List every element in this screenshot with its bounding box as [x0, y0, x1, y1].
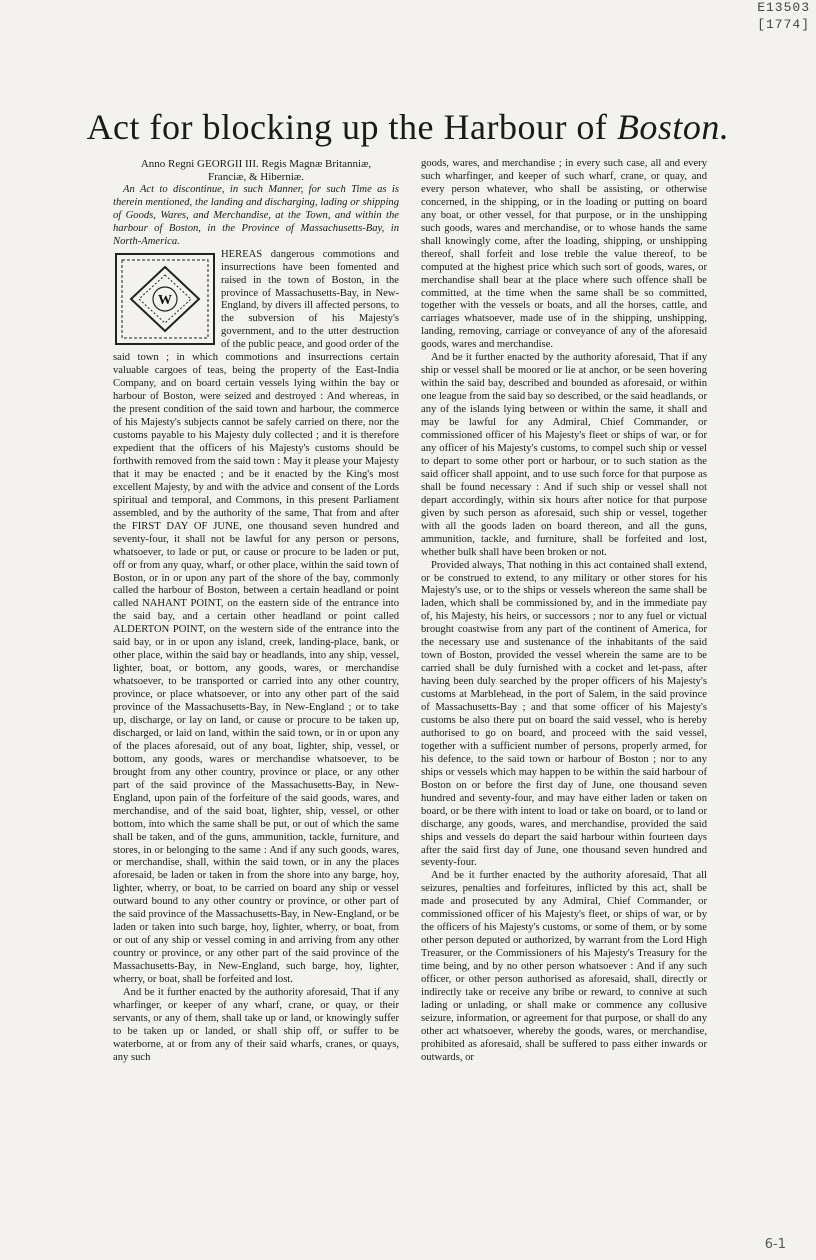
title-prefix: Act for blocking up the Harbour of	[86, 107, 617, 148]
regnal-heading-line1: Anno Regni GEORGII III. Regis Magnæ Britanniæ,	[140, 158, 372, 170]
title-place: Boston.	[616, 107, 730, 148]
catalog-number: E13503	[757, 0, 810, 15]
regnal-heading-line2: Franciæ, & Hiberniæ.	[208, 170, 304, 183]
corner-annotation: 6-1	[764, 1237, 786, 1252]
right-paragraph-3: Provided always, That nothing in this act contained shall extend, or be construed to extend, to any military or other stores for his Majesty's use, or to the ships or vessels whereon the same shall be laden, which shall be commissioned by, and in the immediate pay of, his Majesty, his heirs, or successors ; nor to any fuel or victual brought coastwise from any part of the continent of America, for the necessary use and sustenance of the inhabitants of the said town of Boston, provided the vessel wherein the same are to be carried shall be duly furnished with a cocket and let-pass, after having been duly searched by the proper officers of his Majesty's customs at Marblehead, in the port of Salem, in the said province of Massachusetts-Bay ; and that some officer of his Majesty's customs be also there put on board the said vessel, who is hereby authorised to go on board, and proceed with the said vessel, together with a sufficient number of persons, properly armed, for his defence, to the said town or harbour of Boston ; nor to any ships or vessels which may happen to be within the said harbour of Boston on or before the first day of June, one thousand seven hundred and seventy-four, and may have either laden or taken on board, or be there with intent to load or take on board, or to land or discharge, any goods, wares, and merchandise, provided the said ships and vessels do depart the said harbour within fourteen days after the said first day of June, one thousand seven hundred and seventy-four.	[421, 559, 707, 869]
initial-letter: W	[158, 292, 172, 308]
left-paragraph-1: HEREAS dangerous commotions and insurrections have been fomented and raised in the town of Boston, in the province of Massachusetts-Bay, in New-England, by divers ill affected persons, to the subversion of his Majesty's government, and to the utter destruction of the public peace, and good order of the said town ; in which commotions and insurrections certain valuable cargoes of teas, being the property of the East-India Company, and on board certain vessels lying within the bay or harbour of Boston, were seized and destroyed : And whereas, in the present condition of the said town and harbour, the commerce of his Majesty's subjects cannot be safely carried on there, nor the customs payable to his Majesty duly collected ; and it is therefore expedient that the officers of his Majesty's customs should be forthwith removed from the said town : May it please your Majesty that it may be enacted ; and be it enacted by the King's most excellent Majesty, by and with the advice and consent of the Lords spiritual and temporal, and Commons, in this present Parliament assembled, and by the authority of the same, That from and after the FIRST DAY OF JUNE, one thousand seven hundred and seventy-four, it shall not be lawful for any person or persons, whatsoever, to lade or put, or cause or procure to be laden or put, off or from any quay, wharf, or other place, within the said town of Boston, or in or upon any part of the shore of the bay, commonly called the harbour of Boston, between a certain headland or point called NAHANT POINT, on the eastern side of the entrance into the said bay, and a certain other headland or point called ALDERTON POINT, on the western side of the entrance into the said bay, or in or upon any island, creek, landing-place, bank, or other place, within the said bay or headlands, into any ship, vessel, lighter, boat, or bottom, any goods, wares, or merchandise whatsoever, to be transported or carried into any other country, province, or place whatsoever, or into any other part of the said province of the Massachusetts-Bay, in New-England ; or to take up, discharge, or lay on land, or cause or procure to be taken up, discharged, or laid on land, within the said town, or in or upon any of the places aforesaid, out of any boat, lighter, ship, vessel, or bottom, any goods, wares or merchandise whatsoever, to be brought from any other country, province or place, or any other part of the said province of the Massachusetts-Bay, in New-England, upon pain of the forfeiture of the said goods, wares, and merchandise, and of the said boat, lighter, ship, vessel, or other bottom, into which the same shall be put, or out of which the same shall be taken, and of the guns, ammunition, tackle, furniture, and stores, in or belonging to the same : And if any such goods, wares, or merchandise, shall, within the said town, or in any the places aforesaid, be laden or taken in from the shore into any barge, hoy, lighter, wherry, or boat, to be carried on board any ship or vessel outward bound to any other country or province, or other part of the said province of the Massachusetts-Bay, in New-England, or be laden or taken into such barge, hoy, lighter, wherry, or boat, from or out of any ship or vessel coming in and arriving from any other country or province, or any other part of the said province of the Massachusetts-Bay, in New-England, such barge, hoy, lighter, wherry, or boat, shall be forfeited and lost.	[113, 248, 399, 986]
right-paragraph-1: goods, wares, and merchandise ; in every such case, all and every such wharfinger, and keeper of such wharf, crane, or quay, and every person whatever, who shall be assisting, or otherwise concerned, in the shipping, or in the loading or putting on board any boat, or other vessel, for that purpose, or in the unshipping such goods, wares and merchandise, or to whose hands the same shall knowingly come, after the loading, shipping, or unshipping thereof, shall forfeit and lose treble the value thereof, to be computed at the highest price which such sort of goods, wares, or merchandise shall bear at the place where such offence shall be committed, at the time when the same shall be so committed, together with the vessels or boats, and all the horses, cattle, and carriages whatsoever, made use of in the shipping, unshipping, landing, removing, carriage or conveyance of any of the aforesaid goods, wares and merchandise.	[421, 158, 707, 351]
document-title	[0, 106, 816, 148]
right-paragraph-2: And be it further enacted by the authority aforesaid, That if any ship or vessel shall be moored or lie at anchor, or be seen hovering within the said bay, described and bounded as aforesaid, or within one league from the said bay so described, or the said headlands, or any of the islands lying between or within the same, it shall and may be lawful for any Admiral, Chief Commander, or commissioned officer of his Majesty's fleet or ships of war, or for any officer of his Majesty's customs, to compel such ship or vessel to depart to some other port or harbour, or to such station as the said officer shall appoint, and to use such force for that purpose as shall be found necessary : And if such ship or vessel shall not depart accordingly, within six hours after notice for that purpose given by such person as aforesaid, such ship or vessel, together with all the goods laden on board thereon, and all the guns, ammunition, tackle, and furniture, shall be forfeited and lost, whether bulk shall have been broken or not.	[421, 352, 707, 558]
act-preamble: An Act to discontinue, in such Manner, for such Time as is therein mentioned, the landing and discharging, lading or shipping of Goods, Wares, and Merchandise, at the Town, and within the harbour of Boston, in the Province of Massachusetts-Bay, in North-America.	[113, 183, 399, 247]
right-paragraph-4: And be it further enacted by the authority aforesaid, That all seizures, penalties and forfeitures, inflicted by this act, shall be made and prosecuted by any Admiral, Chief Commander, or commissioned officer of his Majesty's fleet, or ships of war, or by the officers of his Majesty's customs, or some of them, or by some other person deputed or authorized, by warrant from the Lord High Treasurer, or the Commissioners of his Majesty's Treasury for the time being, and by no other person whatsoever : And if any such officer, or other person authorised as aforesaid, shall, directly or indirectly take or receive any bribe or reward, to connive at such lading or unlading, or shall make or commence any collusive seizure, information, or agreement for that purpose, or shall do any other act whatsoever, whereby the goods, wares, or merchandise, prohibited as aforesaid, shall be suffered to pass either inwards or outwards, or	[421, 870, 707, 1063]
right-column	[421, 158, 707, 1065]
left-paragraph-2: And be it further enacted by the authority aforesaid, That if any wharfinger, or keeper of any wharf, crane, or quay, or their servants, or any of them, shall take up or land, or knowingly suffer to be taken up or landed, or shall ship off, or suffer to be waterborne, at or from any of their said wharfs, cranes, or quays, any such	[113, 987, 399, 1063]
left-column	[113, 158, 399, 1065]
catalog-stamp	[757, 0, 810, 32]
catalog-year: [1774]	[757, 17, 810, 32]
ornament-frame-icon	[113, 251, 217, 347]
decorated-initial	[113, 251, 217, 347]
